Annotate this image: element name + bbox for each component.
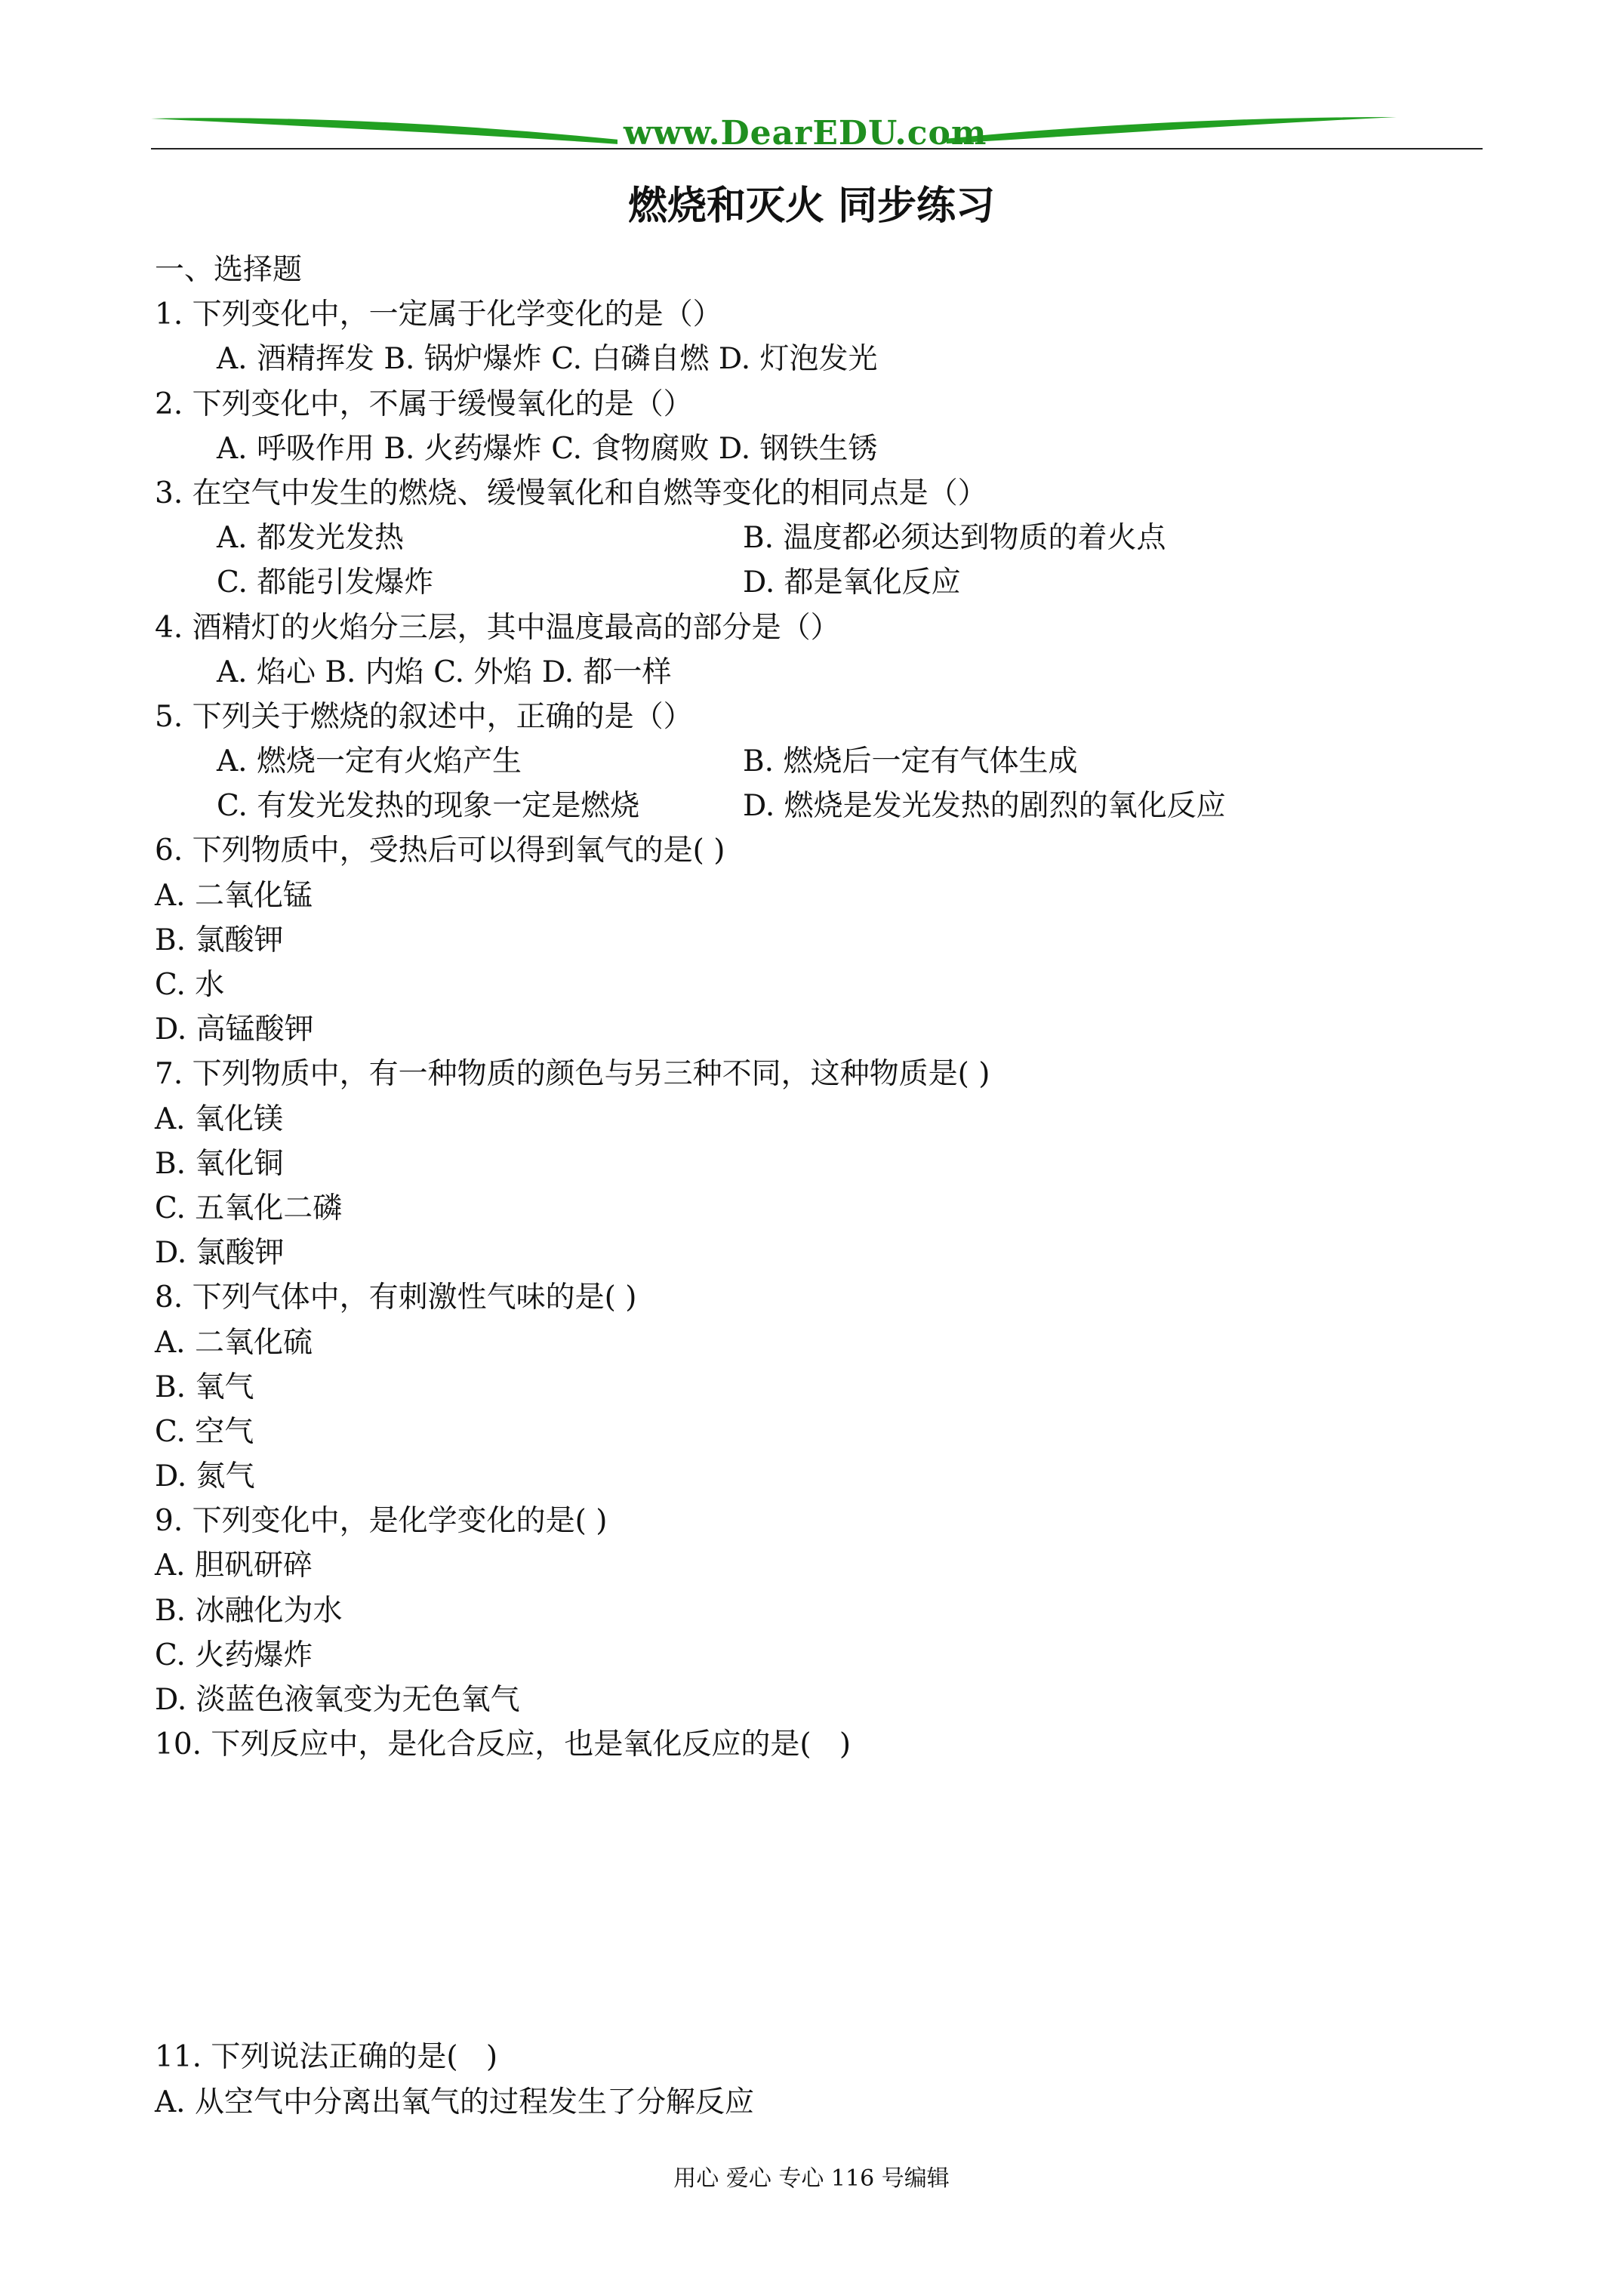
question-2-stem: 2. 下列变化中，不属于缓慢氧化的是（）	[155, 387, 693, 421]
question-3-stem: 3. 在空气中发生的燃烧、缓慢氧化和自燃等变化的相同点是（）	[155, 476, 987, 510]
question-6-option-c: C. 水	[155, 968, 225, 1002]
question-4-stem: 4. 酒精灯的火焰分三层，其中温度最高的部分是（）	[155, 610, 840, 645]
page-footer: 用心 爱心 专心 116 号编辑	[673, 2165, 950, 2192]
site-logo-text: www.DearEDU.com	[617, 114, 947, 153]
question-9-option-a: A. 胆矾研碎	[155, 1549, 313, 1583]
question-8-option-d: D. 氮气	[155, 1459, 255, 1494]
question-5-options-row-2	[155, 784, 1483, 828]
question-8-option-b: B. 氧气	[155, 1370, 254, 1404]
question-10-stem: 10. 下列反应中，是化合反应，也是氧化反应的是( )	[155, 1727, 852, 1762]
question-3-option-d: D. 都是氧化反应	[743, 566, 961, 600]
question-9-stem: 9. 下列变化中，是化学变化的是( )	[155, 1504, 608, 1539]
question-3-options-row-2	[155, 560, 1483, 605]
question-1-stem: 1. 下列变化中，一定属于化学变化的是（）	[155, 297, 722, 332]
header-rule	[151, 148, 1483, 149]
question-6-option-d: D. 高锰酸钾	[155, 1012, 314, 1047]
question-3-option-b: B. 温度都必须达到物质的着火点	[743, 521, 1166, 556]
question-5-option-a: A. 燃烧一定有火焰产生	[217, 744, 522, 779]
question-3-option-c: C. 都能引发爆炸	[217, 566, 434, 600]
question-8-option-a: A. 二氧化硫	[155, 1325, 313, 1360]
question-1-options: A. 酒精挥发 B. 锅炉爆炸 C. 白磷自燃 D. 灯泡发光	[217, 342, 878, 377]
page-title: 燃烧和灭火 同步练习	[627, 183, 996, 229]
question-4-options: A. 焰心 B. 内焰 C. 外焰 D. 都一样	[217, 655, 672, 689]
question-2-options: A. 呼吸作用 B. 火药爆炸 C. 食物腐败 D. 钢铁生锈	[217, 431, 878, 466]
question-6-option-a: A. 二氧化锰	[155, 878, 313, 913]
question-7-option-b: B. 氧化铜	[155, 1146, 284, 1181]
question-7-option-d: D. 氯酸钾	[155, 1236, 285, 1271]
question-5-option-d: D. 燃烧是发光发热的剧烈的氧化反应	[743, 789, 1226, 824]
question-10-blank-space	[155, 1767, 1483, 2035]
question-9-option-d: D. 淡蓝色液氧变为无色氧气	[155, 1683, 520, 1717]
exercise-content	[155, 248, 1483, 2125]
question-8-option-c: C. 空气	[155, 1414, 254, 1449]
question-5-stem: 5. 下列关于燃烧的叙述中，正确的是（）	[155, 699, 693, 734]
question-7-stem: 7. 下列物质中，有一种物质的颜色与另三种不同，这种物质是( )	[155, 1057, 990, 1092]
question-11-option-a: A. 从空气中分离出氧气的过程发生了分解反应	[155, 2085, 754, 2119]
section-heading: 一、选择题	[155, 253, 303, 287]
question-11-stem: 11. 下列说法正确的是( )	[155, 2040, 498, 2075]
question-6-option-b: B. 氯酸钾	[155, 923, 284, 957]
question-3-options-row-1	[155, 516, 1483, 560]
question-5-option-b: B. 燃烧后一定有气体生成	[743, 744, 1078, 779]
question-5-option-c: C. 有发光发热的现象一定是燃烧	[217, 789, 640, 824]
question-7-option-a: A. 氧化镁	[155, 1102, 283, 1136]
question-3-option-a: A. 都发光发热	[217, 521, 404, 556]
question-9-option-c: C. 火药爆炸	[155, 1638, 313, 1672]
question-6-stem: 6. 下列物质中，受热后可以得到氧气的是( )	[155, 834, 725, 868]
question-7-option-c: C. 五氧化二磷	[155, 1191, 343, 1225]
question-9-option-b: B. 冰融化为水	[155, 1593, 343, 1628]
question-5-options-row-1	[155, 739, 1483, 784]
question-8-stem: 8. 下列气体中，有刺激性气味的是( )	[155, 1281, 637, 1315]
